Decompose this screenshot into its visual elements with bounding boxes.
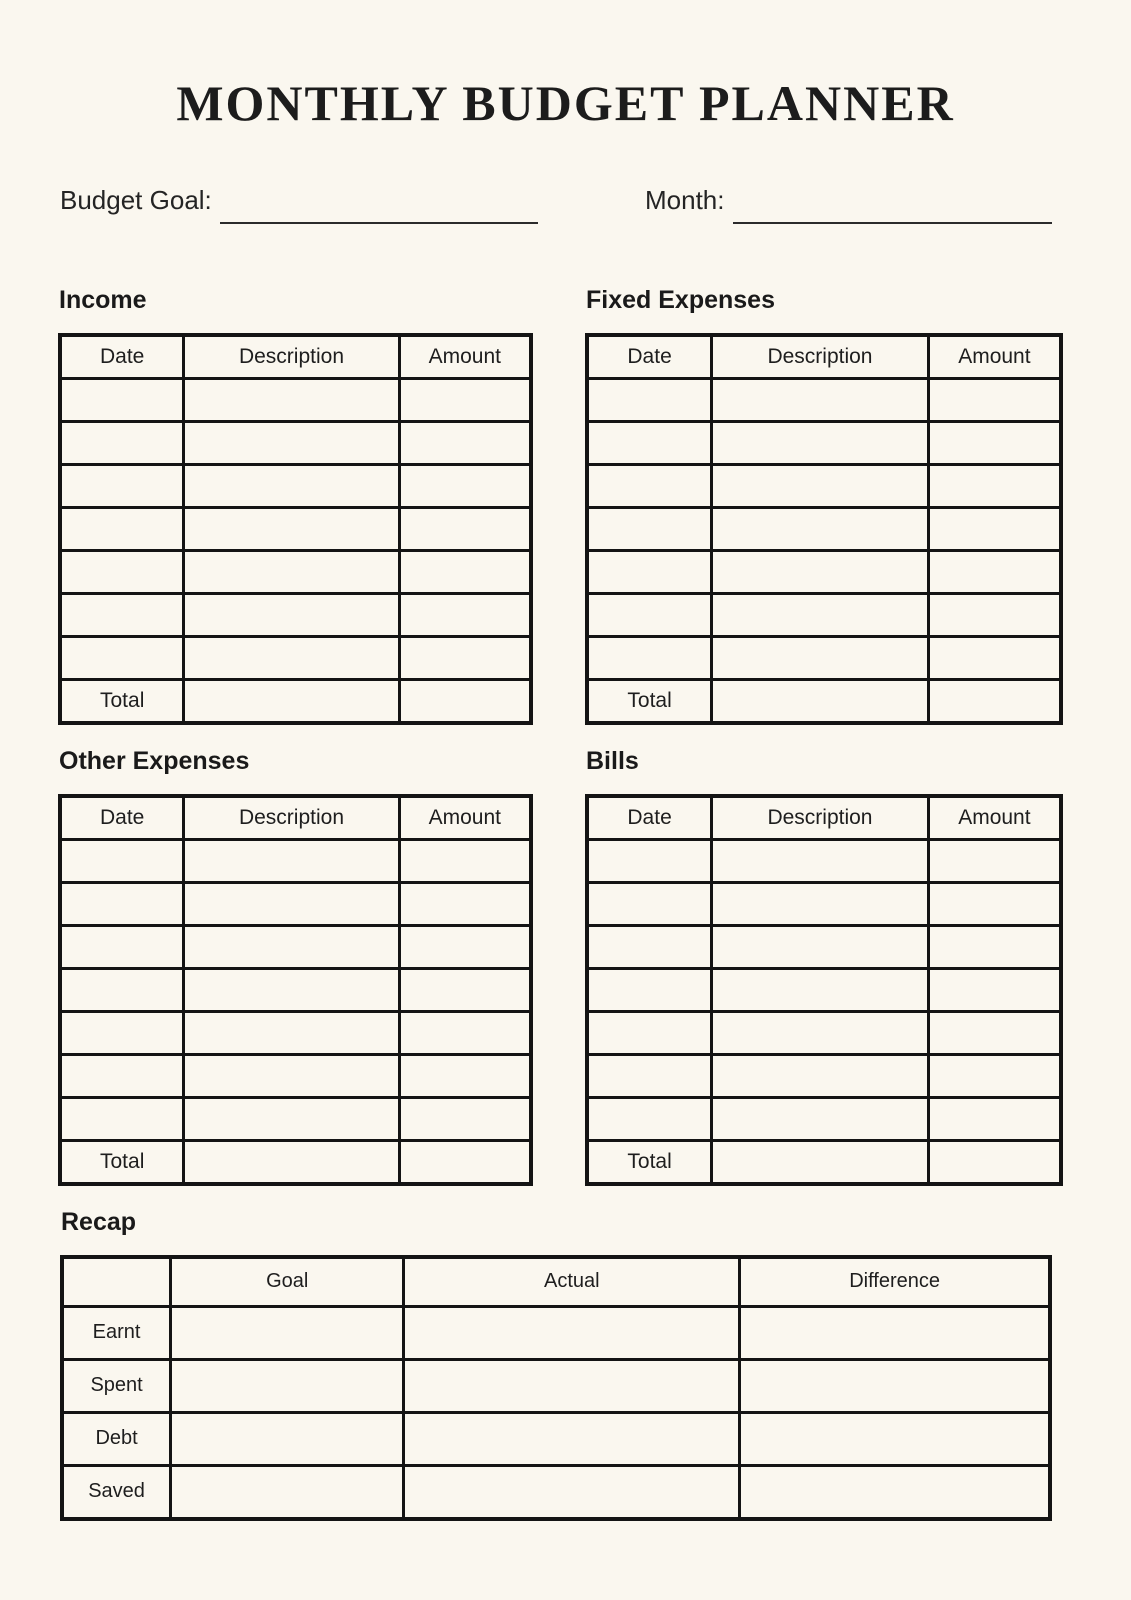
col-header-amount: Amount: [928, 796, 1061, 840]
entry-row: [587, 550, 1061, 593]
entry-cell[interactable]: [712, 1011, 929, 1054]
entry-cell[interactable]: [184, 925, 399, 968]
recap-actual-cell[interactable]: [404, 1412, 740, 1465]
entry-cell[interactable]: [928, 507, 1061, 550]
col-header-date: Date: [587, 796, 712, 840]
col-header-date: Date: [60, 335, 184, 379]
entry-row: [587, 925, 1061, 968]
entry-cell[interactable]: [60, 593, 184, 636]
total-amount-cell[interactable]: [399, 679, 531, 723]
recap-col-header-actual: Actual: [404, 1257, 740, 1307]
entry-cell[interactable]: [60, 839, 184, 882]
total-label: Total: [587, 1140, 712, 1184]
recap-goal-cell[interactable]: [171, 1412, 404, 1465]
total-row: [587, 679, 1061, 723]
entry-cell[interactable]: [60, 1011, 184, 1054]
entry-cell[interactable]: [587, 839, 712, 882]
entry-row: [60, 1054, 531, 1097]
entry-row: [587, 378, 1061, 421]
recap-heading: Recap: [61, 1207, 137, 1236]
income-section: [58, 286, 533, 725]
header-row: [587, 335, 1061, 379]
recap-table: [60, 1255, 1052, 1521]
col-header-amount: Amount: [928, 335, 1061, 379]
entry-cell[interactable]: [712, 464, 929, 507]
entry-cell[interactable]: [184, 1097, 399, 1140]
entry-row: [60, 507, 531, 550]
header-row: [60, 335, 531, 379]
entry-cell[interactable]: [184, 1011, 399, 1054]
entry-cell[interactable]: [587, 636, 712, 679]
entry-row: [60, 1011, 531, 1054]
entry-cell[interactable]: [587, 421, 712, 464]
entry-cell[interactable]: [587, 1011, 712, 1054]
total-description-cell[interactable]: [712, 1140, 929, 1184]
entry-cell[interactable]: [587, 507, 712, 550]
entry-cell[interactable]: [60, 464, 184, 507]
recap-difference-cell[interactable]: [740, 1359, 1050, 1412]
entry-cell[interactable]: [399, 593, 531, 636]
budget-goal-input-line[interactable]: [220, 221, 538, 224]
month-input-line[interactable]: [733, 221, 1053, 224]
entry-cell[interactable]: [60, 507, 184, 550]
entry-row: [60, 925, 531, 968]
header-row: [587, 796, 1061, 840]
entry-cell[interactable]: [587, 925, 712, 968]
entry-cell[interactable]: [712, 550, 929, 593]
entry-row: [587, 507, 1061, 550]
entry-cell[interactable]: [712, 421, 929, 464]
entry-cell[interactable]: [587, 1054, 712, 1097]
entry-row: [587, 1054, 1061, 1097]
entry-cell[interactable]: [712, 1097, 929, 1140]
sections-grid: [58, 286, 1131, 1186]
col-header-date: Date: [60, 796, 184, 840]
recap-row-label: Spent: [62, 1359, 171, 1412]
total-row: [60, 679, 531, 723]
entry-cell[interactable]: [399, 925, 531, 968]
entry-cell[interactable]: [399, 839, 531, 882]
entry-row: [60, 636, 531, 679]
col-header-amount: Amount: [399, 335, 531, 379]
recap-goal-cell[interactable]: [171, 1306, 404, 1359]
entry-cell[interactable]: [399, 421, 531, 464]
entry-cell[interactable]: [399, 1011, 531, 1054]
entry-row: [60, 882, 531, 925]
other-expenses-heading: Other Expenses: [59, 746, 250, 775]
entry-cell[interactable]: [587, 593, 712, 636]
recap-difference-cell[interactable]: [740, 1412, 1050, 1465]
entry-cell[interactable]: [184, 378, 399, 421]
recap-actual-cell[interactable]: [404, 1359, 740, 1412]
entry-cell[interactable]: [399, 550, 531, 593]
entry-cell[interactable]: [60, 421, 184, 464]
entry-row: [60, 464, 531, 507]
entry-cell[interactable]: [712, 968, 929, 1011]
entry-row: [587, 593, 1061, 636]
total-row: [587, 1140, 1061, 1184]
col-header-description: Description: [184, 335, 399, 379]
entry-cell[interactable]: [399, 968, 531, 1011]
total-description-cell[interactable]: [712, 679, 929, 723]
month-label: Month:: [645, 185, 725, 215]
total-amount-cell[interactable]: [399, 1140, 531, 1184]
page-title: MONTHLY BUDGET PLANNER: [176, 75, 955, 131]
entry-row: [60, 550, 531, 593]
bills-section: [585, 747, 1063, 1186]
income-heading: Income: [59, 285, 147, 314]
entry-cell[interactable]: [399, 636, 531, 679]
total-label: Total: [60, 679, 184, 723]
entry-cell[interactable]: [928, 421, 1061, 464]
fields-row: [60, 186, 1052, 216]
entry-row: [60, 593, 531, 636]
entry-cell[interactable]: [712, 925, 929, 968]
bills-heading: Bills: [586, 746, 639, 775]
entry-row: [587, 1011, 1061, 1054]
entry-cell[interactable]: [928, 636, 1061, 679]
entry-cell[interactable]: [928, 839, 1061, 882]
recap-row-label: Saved: [62, 1465, 171, 1519]
total-description-cell[interactable]: [184, 1140, 399, 1184]
entry-cell[interactable]: [399, 464, 531, 507]
col-header-description: Description: [712, 796, 929, 840]
entry-cell[interactable]: [928, 925, 1061, 968]
col-header-date: Date: [587, 335, 712, 379]
other-expenses-table: [58, 794, 533, 1186]
recap-row-spent: [62, 1359, 1050, 1412]
recap-col-header-goal: Goal: [171, 1257, 404, 1307]
entry-row: [587, 882, 1061, 925]
budget-goal-field: [60, 186, 538, 216]
bills-table: [585, 794, 1063, 1186]
entry-cell[interactable]: [712, 882, 929, 925]
entry-cell[interactable]: [399, 507, 531, 550]
entry-cell[interactable]: [60, 882, 184, 925]
recap-goal-cell[interactable]: [171, 1465, 404, 1519]
recap-actual-cell[interactable]: [404, 1465, 740, 1519]
entry-cell[interactable]: [712, 839, 929, 882]
recap-section: [60, 1208, 1052, 1521]
total-description-cell[interactable]: [184, 679, 399, 723]
recap-difference-cell[interactable]: [740, 1306, 1050, 1359]
income-table: [58, 333, 533, 725]
entry-cell[interactable]: [928, 1054, 1061, 1097]
col-header-amount: Amount: [399, 796, 531, 840]
entry-row: [587, 839, 1061, 882]
recap-row-label: Earnt: [62, 1306, 171, 1359]
entry-cell[interactable]: [60, 550, 184, 593]
entry-cell[interactable]: [184, 968, 399, 1011]
entry-cell[interactable]: [184, 636, 399, 679]
total-label: Total: [587, 679, 712, 723]
recap-goal-cell[interactable]: [171, 1359, 404, 1412]
entry-cell[interactable]: [399, 378, 531, 421]
entry-row: [587, 421, 1061, 464]
entry-cell[interactable]: [928, 968, 1061, 1011]
entry-cell[interactable]: [60, 636, 184, 679]
entry-row: [587, 1097, 1061, 1140]
recap-col-header-difference: Difference: [740, 1257, 1050, 1307]
entry-cell[interactable]: [184, 507, 399, 550]
recap-row-debt: [62, 1412, 1050, 1465]
recap-row-label: Debt: [62, 1412, 171, 1465]
entry-cell[interactable]: [184, 593, 399, 636]
recap-row-earnt: [62, 1306, 1050, 1359]
recap-corner-cell: [62, 1257, 171, 1307]
recap-row-saved: [62, 1465, 1050, 1519]
total-label: Total: [60, 1140, 184, 1184]
entry-cell[interactable]: [399, 882, 531, 925]
entry-cell[interactable]: [587, 1097, 712, 1140]
entry-row: [60, 839, 531, 882]
entry-cell[interactable]: [60, 378, 184, 421]
entry-cell[interactable]: [928, 882, 1061, 925]
entry-cell[interactable]: [184, 882, 399, 925]
entry-cell[interactable]: [184, 421, 399, 464]
entry-cell[interactable]: [928, 1011, 1061, 1054]
other-expenses-section: [58, 747, 533, 1186]
entry-cell[interactable]: [587, 882, 712, 925]
entry-row: [60, 421, 531, 464]
entry-cell[interactable]: [60, 1054, 184, 1097]
recap-actual-cell[interactable]: [404, 1306, 740, 1359]
entry-cell[interactable]: [712, 593, 929, 636]
entry-cell[interactable]: [184, 464, 399, 507]
fixed-expenses-section: [585, 286, 1063, 725]
entry-cell[interactable]: [712, 636, 929, 679]
total-amount-cell[interactable]: [928, 679, 1061, 723]
month-field: [645, 186, 1052, 216]
entry-cell[interactable]: [60, 1097, 184, 1140]
entry-cell[interactable]: [587, 378, 712, 421]
entry-row: [60, 968, 531, 1011]
fixed-expenses-table: [585, 333, 1063, 725]
entry-row: [60, 378, 531, 421]
entry-cell[interactable]: [184, 839, 399, 882]
fixed-expenses-heading: Fixed Expenses: [586, 285, 775, 314]
entry-cell[interactable]: [928, 1097, 1061, 1140]
entry-row: [587, 464, 1061, 507]
entry-cell[interactable]: [712, 1054, 929, 1097]
col-header-description: Description: [712, 335, 929, 379]
budget-goal-label: Budget Goal:: [60, 185, 212, 215]
entry-cell[interactable]: [587, 968, 712, 1011]
entry-cell[interactable]: [928, 593, 1061, 636]
recap-header-row: [62, 1257, 1050, 1307]
total-amount-cell[interactable]: [928, 1140, 1061, 1184]
entry-cell[interactable]: [928, 378, 1061, 421]
entry-cell[interactable]: [928, 550, 1061, 593]
entry-cell[interactable]: [60, 968, 184, 1011]
entry-row: [587, 968, 1061, 1011]
header-row: [60, 796, 531, 840]
entry-cell[interactable]: [184, 550, 399, 593]
col-header-description: Description: [184, 796, 399, 840]
entry-row: [587, 636, 1061, 679]
entry-cell[interactable]: [399, 1097, 531, 1140]
entry-cell[interactable]: [587, 550, 712, 593]
entry-cell[interactable]: [587, 464, 712, 507]
entry-cell[interactable]: [712, 378, 929, 421]
entry-cell[interactable]: [60, 925, 184, 968]
entry-cell[interactable]: [928, 464, 1061, 507]
entry-cell[interactable]: [712, 507, 929, 550]
recap-difference-cell[interactable]: [740, 1465, 1050, 1519]
entry-cell[interactable]: [184, 1054, 399, 1097]
entry-row: [60, 1097, 531, 1140]
total-row: [60, 1140, 531, 1184]
entry-cell[interactable]: [399, 1054, 531, 1097]
